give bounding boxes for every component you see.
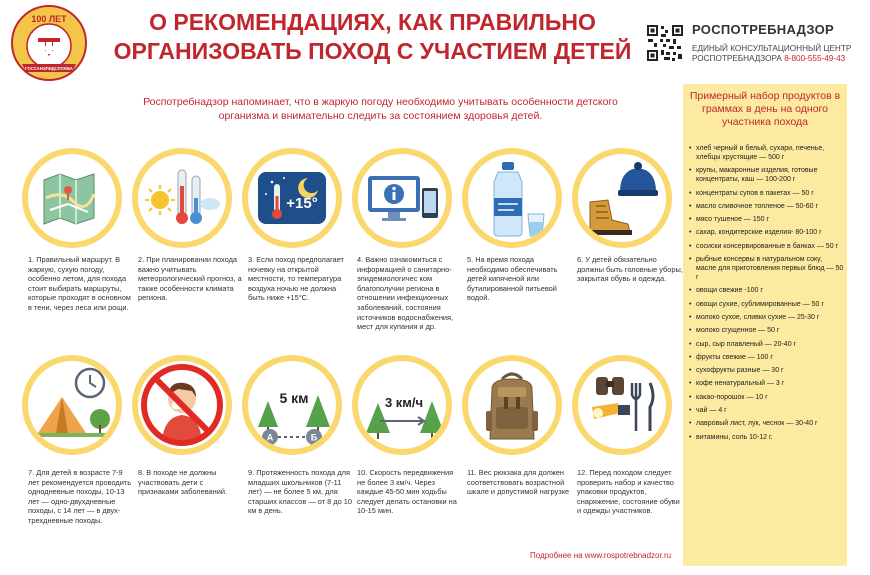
tip-11-circle <box>462 355 562 455</box>
tip-2-circle <box>132 148 232 248</box>
consult-center-name: РОСПОТРЕБНАДЗОРА <box>692 54 782 63</box>
list-item: • овощи сухие, сублимированные — 50 г <box>689 300 844 309</box>
consult-center-line-2 <box>692 54 845 63</box>
map-icon <box>28 154 116 242</box>
list-item: • фрукты свежие — 100 г <box>689 353 844 362</box>
tip-3-text: 3. Если поход предполагает ночевку на открытой местности, то температура воздуха ночью не должна быть ниже +15°С. <box>248 255 344 303</box>
tip-9-text: 9. Протяженность похода для младших школьников (7-11 лет) — не более 5 км, для старших классов — от 8 до 10 км в день. <box>248 468 353 516</box>
tip-8-text: 8. В походе не должны участвовать дети с признаками заболеваний. <box>138 468 228 497</box>
food-list <box>689 144 844 446</box>
speed-icon <box>358 361 446 449</box>
list-item: • концентраты супов в пакетах — 50 г <box>689 189 844 198</box>
tip-8-circle <box>132 355 232 455</box>
qr-code-icon <box>646 24 684 62</box>
hotline-phone[interactable]: 8-800-555-49-43 <box>784 54 846 63</box>
agency-name: РОСПОТРЕБНАДЗОР <box>692 22 835 37</box>
list-item: • мясо тушеное — 150 г <box>689 215 844 224</box>
speed-label: 3 км/ч <box>384 395 424 410</box>
tip-5-text: 5. На время похода необходимо обеспечивать детей кипяченой или бутилированной питьевой водой. <box>467 255 558 303</box>
list-item: • лавровый лист, лук, чеснок — 30-40 г <box>689 419 844 428</box>
food-sidebar <box>683 84 847 566</box>
sidebar-title: Примерный набор продуктов в граммах в день на одного участника похода <box>689 90 841 128</box>
list-item: • какао-порошок — 10 г <box>689 393 844 402</box>
night-temp-label: +15° <box>286 195 318 212</box>
list-item: • крупы, макаронные изделия, готовые концентраты, каш — 100-200 г <box>689 166 844 184</box>
footer-link[interactable]: Подробнее на www.rospotrebnadzor.ru <box>530 551 672 560</box>
list-item: • молоко сгущенное — 50 г <box>689 326 844 335</box>
anniversary-emblem-icon <box>10 4 88 82</box>
tip-6-circle <box>572 148 672 248</box>
list-item: • кофе ненатуральный — 3 г <box>689 379 844 388</box>
tip-7-circle <box>22 355 122 455</box>
tip-7-text: 7. Для детей в возрасте 7-9 лет рекомендуется проводить однодневные походы, 10-13 лет — одно-двухдневные походы, с 14 лет — в двух-трехдневные походы. <box>28 468 132 525</box>
no-sick-child-icon <box>138 361 226 449</box>
tip-3-circle <box>242 148 342 248</box>
tip-12-circle <box>572 355 672 455</box>
title-line-2: ОРГАНИЗОВАТЬ ПОХОД С УЧАСТИЕМ ДЕТЕЙ <box>113 38 632 64</box>
list-item: • масло сливочное топленое — 50-60 г <box>689 202 844 211</box>
tip-6-text: 6. У детей обязательно должны быть головные уборы, закрытая обувь и одежда. <box>577 255 683 284</box>
list-item: • овощи свежие -100 г <box>689 286 844 295</box>
list-item: • витамины, соль 10-12 г. <box>689 433 844 442</box>
thermometer-sun-icon <box>138 154 226 242</box>
list-item: • хлеб черный и белый, сухари, печенье, хлебцы хрустящие — 500 г <box>689 144 844 162</box>
point-a-label: А <box>266 432 274 443</box>
tip-9-circle <box>242 355 342 455</box>
page-title <box>100 8 645 66</box>
intro-text: Роспотребнадзор напоминает, что в жаркую погоду необходимо учитывать особенности детского организма и внимательно следить за состоянием здоровья детей. <box>143 96 618 122</box>
list-item: • сахар, кондитерские изделия- 80-100 г <box>689 228 844 237</box>
tip-10-text: 10. Скорость передвижения не более 3 км/ч. Через каждые 45-50 мин ходьбы следует делать остановки на 10-15 мин. <box>357 468 457 516</box>
list-item: • сухофрукты разные — 30 г <box>689 366 844 375</box>
list-item: • сыр, сыр плавленый — 20-40 г <box>689 340 844 349</box>
tip-10-circle <box>352 355 452 455</box>
tip-12-text: 12. Перед походом следует проверить набор и качество упаковки продуктов, снаряжение, состояние обуви и одежды участников. <box>577 468 680 516</box>
hat-boots-icon <box>578 154 666 242</box>
tip-4-text: 4. Важно ознакомиться с информацией о санитарно-эпидемиологичес ком благополучии региона в отношении инфекционных заболеваний, состояния источников водоснабжения, мест для купания и др. <box>357 255 454 332</box>
tip-2-text: 2. При планировании похода важно учитывать метеорологический прогноз, а также особенности климата региона. <box>138 255 242 303</box>
night-temperature-icon <box>248 154 336 242</box>
water-bottle-icon <box>468 154 556 242</box>
equipment-icon <box>578 361 666 449</box>
consult-center-line-1: ЕДИНЫЙ КОНСУЛЬТАЦИОННЫЙ ЦЕНТР <box>692 44 852 53</box>
tip-4-circle <box>352 148 452 248</box>
list-item: • чай — 4 г <box>689 406 844 415</box>
backpack-icon <box>468 361 556 449</box>
list-item: • сосиски консервированные в банках — 50 г <box>689 242 844 251</box>
tip-11-text: 11. Вес рюкзака для должен соответствовать возрастной шкале и допустимой нагрузке <box>467 468 570 497</box>
tip-1-circle <box>22 148 122 248</box>
title-line-1: О РЕКОМЕНДАЦИЯХ, КАК ПРАВИЛЬНО <box>149 9 596 35</box>
list-item: • молоко сухое, сливки сухие — 25-30 г <box>689 313 844 322</box>
distance-icon <box>248 361 336 449</box>
badge-text: 100 ЛЕТ <box>31 14 67 24</box>
distance-label: 5 км <box>279 390 309 406</box>
point-b-label: Б <box>310 432 318 443</box>
badge-ribbon: ГОССАНЭПИДСЛУЖБА <box>25 66 73 71</box>
info-screen-icon <box>358 154 446 242</box>
tip-1-text: 1. Правильный маршрут. В жаркую, сухую погоду, особенно летом, для похода стоит выбирать маршруты, которые проходят в основном в тени, через леса или рощи. <box>28 255 131 312</box>
tip-5-circle <box>462 148 562 248</box>
tent-clock-icon <box>28 361 116 449</box>
list-item: • рыбные консервы в натуральном соку, масле для приготовления первых блюд — 50 г <box>689 255 844 282</box>
